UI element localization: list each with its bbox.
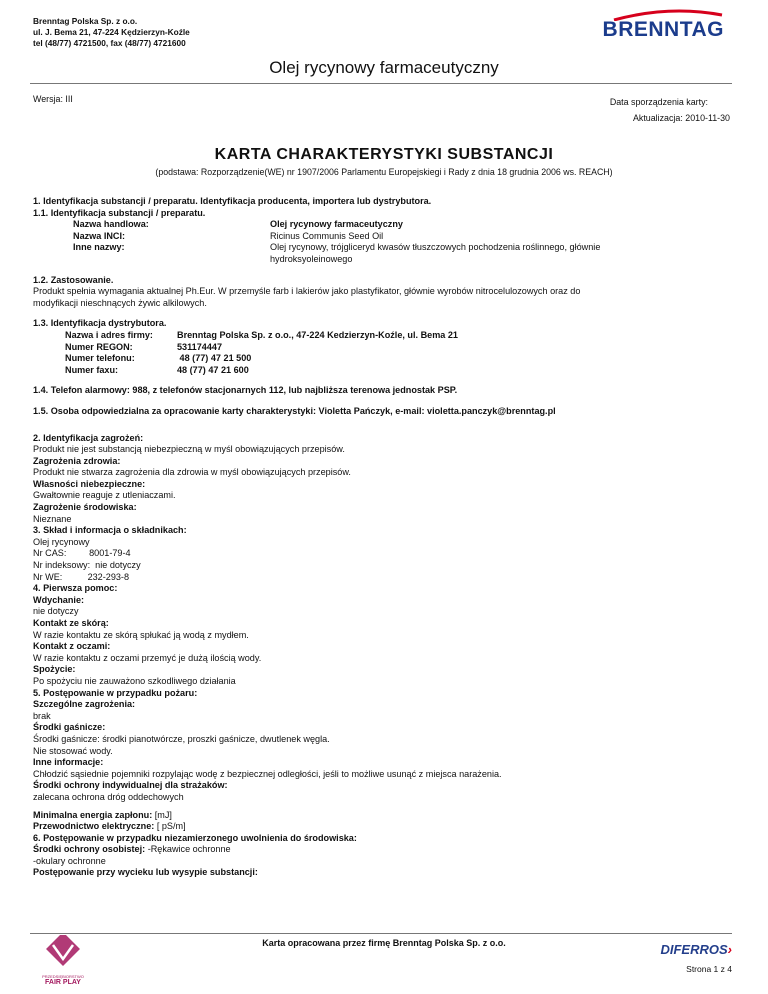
subheading: Postępowanie przy wycieku lub wysypie substancji: — [33, 867, 258, 878]
text-line: Nie stosować wody. — [33, 745, 113, 756]
we-number: Nr WE: 232-293-8 — [33, 571, 130, 582]
section-6-heading: 6. Postępowanie w przypadku niezamierzonego uwolnienia do środowiska: — [33, 832, 357, 843]
field-value: Olej rycynowy farmaceutyczny — [270, 219, 403, 230]
field-label: Numer telefonu: — [65, 353, 135, 364]
section-1-1-heading: 1.1. Identyfikacja substancji / preparatu. — [33, 207, 206, 218]
emergency-phone: 1.4. Telefon alarmowy: 988, z telefonów stacjonarnych 112, lub najbliższa terenowa jednostak PSP. — [33, 385, 458, 396]
text-line: Olej rycynowy — [33, 536, 90, 547]
section-1-heading: 1. Identyfikacja substancji / preparatu. Identyfikacja producenta, importera lub dystrybutora. — [33, 196, 432, 206]
main-title: KARTA CHARAKTERYSTYKI SUBSTANCJI — [214, 146, 554, 163]
subheading: Szczególne zagrożenia: — [33, 699, 136, 710]
section-4-heading: 4. Pierwsza pomoc: — [33, 583, 118, 594]
text-line: brak — [33, 710, 51, 721]
field-label: Nazwa handlowa: — [73, 219, 149, 230]
other-names-line-1: Olej rycynowy, trójgliceryd kwasów tłuszczowych pochodzenia roślinnego, głównie — [270, 242, 601, 253]
header-divider — [30, 83, 732, 84]
subheading: Inne informacje: — [33, 757, 104, 768]
fair-play-caption: PRZEDSIĘBIORSTWO — [42, 974, 84, 979]
diferros-logo — [660, 942, 732, 957]
field-label: Nazwa i adres firmy: — [65, 329, 153, 340]
phone-row — [65, 353, 733, 365]
field-value: [mJ] — [152, 809, 172, 820]
personal-protection — [33, 844, 733, 856]
section-1-2-heading: 1.2. Zastosowanie. — [33, 274, 114, 285]
usage-line-2: modyfikacji nieschnących żywic alkilowych. — [33, 297, 207, 308]
field-label: Numer REGON: — [65, 341, 133, 352]
section-3-heading: 3. Skład i informacja o składnikach: — [33, 525, 187, 536]
page-number: Strona 1 z 4 — [686, 964, 732, 974]
legal-basis: (podstawa: Rozporządzenie(WE) nr 1907/2006 Parlamentu Europejskiegi i Rady z dnia 18 grudnia 2006 ws. REACH) — [155, 167, 613, 177]
version: Wersja: III — [33, 94, 73, 104]
document-title: Olej rycynowy farmaceutyczny — [269, 58, 499, 77]
text-line: nie dotyczy — [33, 606, 79, 617]
distributor-address-row — [65, 330, 733, 342]
subheading: Kontakt z oczami: — [33, 641, 111, 652]
field-value — [270, 242, 733, 265]
text-line: Nieznane — [33, 513, 72, 524]
section-5-heading: 5. Postępowanie w przypadku pożaru: — [33, 687, 198, 698]
subheading: Zagrożenia zdrowia: — [33, 455, 121, 466]
subheading: Kontakt ze skórą: — [33, 618, 109, 628]
text-line: Produkt nie jest substancją niebezpieczną w myśl obowiązujących przepisów. — [33, 444, 345, 455]
section-1-3-heading: 1.3. Identyfikacja dystrybutora. — [33, 318, 167, 329]
trade-name-row — [73, 219, 733, 231]
chevron-right-icon: › — [727, 942, 732, 957]
field-label: Inne nazwy: — [73, 242, 125, 253]
subheading: Środki gaśnicze: — [33, 722, 106, 733]
update-date: Aktualizacja: 2010-11-30 — [632, 113, 730, 123]
diferros-text: DIFERROS — [660, 942, 728, 957]
field-value: [ pS/m] — [154, 821, 186, 832]
min-ignition-energy — [33, 810, 733, 822]
text-line: zalecana ochrona dróg oddechowych — [33, 791, 184, 802]
text-line: Po spożyciu nie zauważono szkodliwego działania — [33, 675, 236, 686]
cas-number: Nr CAS: 8001-79-4 — [33, 548, 131, 559]
text-line: -okulary ochronne — [33, 855, 106, 866]
subheading: Wdychanie: — [33, 594, 85, 605]
subheading: Spożycie: — [33, 664, 76, 675]
subheading: Własności niebezpieczne: — [33, 478, 146, 489]
responsible-person: 1.5. Osoba odpowiedzialna za opracowanie karty charakterystyki: Violetta Pańczyk, e-mail: violetta.panczyk@brenntag.pl — [33, 405, 556, 416]
subheading: Środki ochrony indywidualnej dla strażaków: — [33, 780, 228, 791]
electrical-conductivity — [33, 821, 733, 833]
field-value: Ricinus Communis Seed Oil — [270, 230, 384, 241]
company-name: Brenntag Polska Sp. z o.o. — [33, 16, 138, 26]
subheading: Zagrożenie środowiska: — [33, 502, 137, 513]
inci-row — [73, 231, 733, 243]
text-line: W razie kontaktu z oczami przemyć je dużą ilością wody. — [33, 652, 262, 663]
text-line: Środki gaśnicze: środki pianotwórcze, proszki gaśnicze, dwutlenek węgla. — [33, 733, 330, 744]
company-phone: tel (48/77) 4721500, fax (48/77) 4721600 — [33, 38, 186, 48]
text-line: Gwałtownie reaguje z utleniaczami. — [33, 490, 176, 501]
section-2-heading: 2. Identyfikacja zagrożeń: — [33, 432, 144, 443]
logo-text: BRENNTAG — [602, 18, 724, 41]
index-number: Nr indeksowy: nie dotyczy — [33, 560, 141, 571]
footer-text: Karta opracowana przez firmę Brenntag Polska Sp. z o.o. — [262, 938, 506, 948]
document-body — [33, 196, 733, 879]
field-value: 48 (77) 47 21 600 — [177, 364, 249, 375]
company-street: ul. J. Bema 21, 47-224 Kędzierzyn-Koźle — [33, 27, 190, 37]
field-label: Minimalna energia zapłonu: — [33, 809, 153, 820]
field-value: Brenntag Polska Sp. z o.o., 47-224 Kedzierzyn-Koźle, ul. Bema 21 — [177, 329, 458, 340]
field-value: 531174447 — [177, 341, 223, 352]
other-names-row — [73, 242, 733, 265]
fair-play-title: FAIR PLAY — [45, 979, 81, 986]
field-label: Przewodnictwo elektryczne: — [33, 821, 155, 832]
field-value: 48 (77) 47 21 500 — [177, 353, 252, 364]
text-line: Chłodzić sąsiednie pojemniki rozpylając wodę z bezpiecznej odległości, jeśli to możliwe usunąć z miejsca narażenia. — [33, 768, 502, 779]
fax-row — [65, 365, 733, 377]
field-value: -Rękawice ochronne — [145, 844, 231, 855]
text-line: W razie kontaktu ze skórą spłukać ją wodą z mydłem. — [33, 629, 249, 640]
other-names-line-2: hydroksyoleinowego — [270, 253, 353, 264]
text-line: Produkt nie stwarza zagrożenia dla zdrowia w myśl obowiązujących przepisów. — [33, 467, 351, 478]
field-label: Środki ochrony osobistej: — [33, 844, 146, 855]
regon-row — [65, 342, 733, 354]
field-label: Nazwa INCI: — [73, 230, 126, 241]
usage-line-1: Produkt spełnia wymagania aktualnej Ph.Eur. W przemyśle farb i lakierów jako plastyfikator, głównie wyrobów nitrocelulozowych oraz do — [33, 286, 581, 297]
company-address — [33, 16, 190, 49]
brenntag-logo — [574, 9, 724, 49]
date-label: Data sporządzenia karty: — [609, 97, 708, 107]
footer-divider — [30, 933, 732, 934]
field-label: Numer faxu: — [65, 364, 119, 375]
